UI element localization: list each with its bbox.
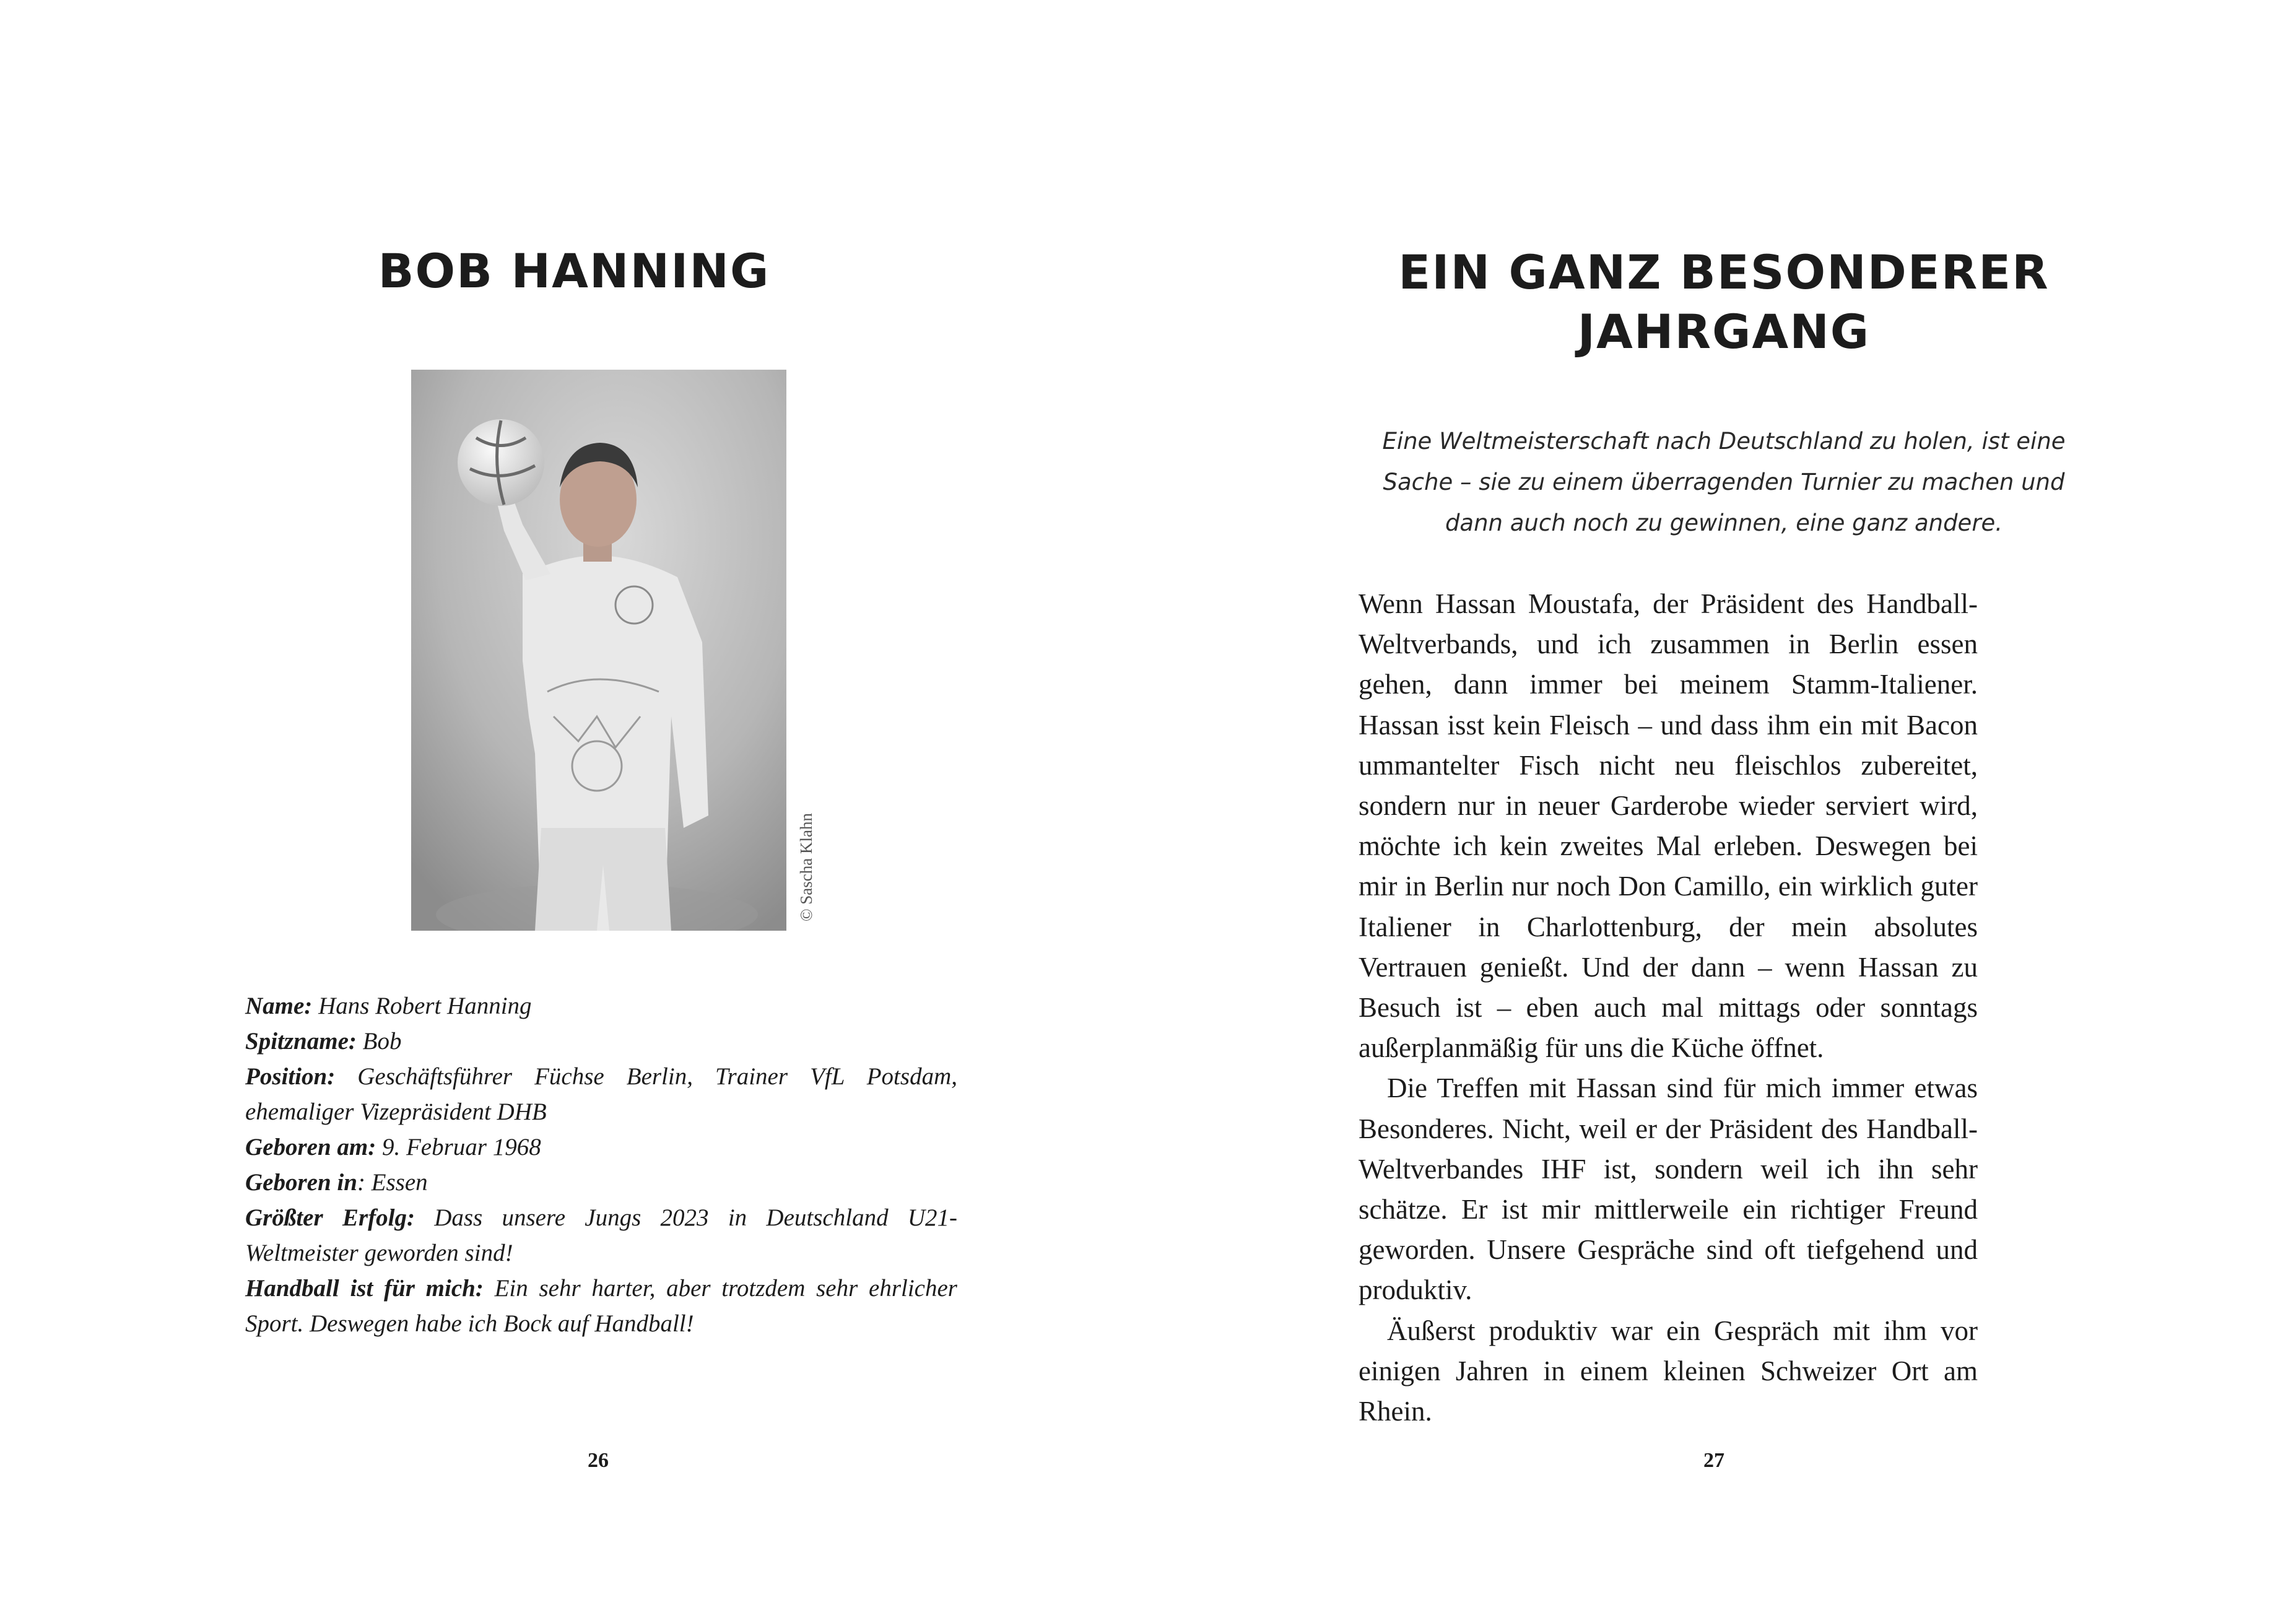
intro-line: Eine Weltmeisterschaft nach Deutschland zu holen, ist eine bbox=[1382, 428, 2066, 455]
profile-row-handball bbox=[245, 1271, 957, 1341]
portrait-illustration bbox=[411, 370, 786, 931]
profile-row-position bbox=[245, 1059, 957, 1129]
body-paragraph: Die Treffen mit Hassan sind für mich immer etwas Besonderes. Nicht, weil er der Präsident des Handball-Weltverbandes IHF ist, sondern weil ich ihn sehr schätze. Er ist mir mittlerweile ein richtiger Freund geworden. Unsere Gespräche sind oft tiefgehend und produktiv. bbox=[1359, 1073, 1978, 1306]
profile-value: Ein sehr harter, aber trotzdem sehr ehrlicher Sport. Deswegen habe ich Bock auf Handball! bbox=[245, 1275, 957, 1337]
chapter-intro bbox=[1377, 421, 2071, 544]
body-paragraph: Wenn Hassan Moustafa, der Präsident des Handball-Weltverbands, und ich zusammen in Berlin essen gehen, dann immer bei meinem Stamm-Italiener. Hassan isst kein Fleisch – und dass ihm ein mit Bacon ummantelter Fisch nicht neu fleischlos zubereitet, sondern nur in neuer Garderobe wieder serviert wird, möchte ich kein zweites Mal erleben. Deswegen bei mir in Berlin nur noch Don Camillo, ein wirklich guter Italiener in Charlottenburg, der mein absolutes Vertrauen genießt. Und der dann – wenn Hassan zu Besuch ist – eben auch mal mittags oder sonntags außerplanmäßig für uns die Küche öffnet. bbox=[1359, 588, 1978, 1064]
chapter-title bbox=[1383, 243, 2064, 362]
left-page-title: BOB HANNING bbox=[378, 243, 770, 298]
profile-label: Name: bbox=[245, 993, 313, 1019]
right-page bbox=[1148, 0, 2296, 1623]
intro-line: Sache – sie zu einem überragenden Turnier zu machen und bbox=[1383, 469, 2065, 495]
profile-value: Hans Robert Hanning bbox=[312, 993, 532, 1019]
chapter-body bbox=[1359, 584, 1978, 1432]
profile-row-name bbox=[245, 988, 957, 1024]
profile-label: Größter Erfolg: bbox=[245, 1204, 415, 1231]
profile-row-biggest-success bbox=[245, 1200, 957, 1271]
profile-label: Geboren am: bbox=[245, 1134, 376, 1160]
profile-row-born-in bbox=[245, 1165, 957, 1200]
profile-value: Geschäftsführer Füchse Berlin, Trainer VfL Potsdam, ehemaliger Vizepräsident DHB bbox=[245, 1063, 957, 1125]
profile-facts bbox=[245, 988, 957, 1341]
intro-line: dann auch noch zu gewinnen, eine ganz andere. bbox=[1445, 510, 2003, 536]
page-number: 26 bbox=[588, 1449, 609, 1472]
profile-label: Spitzname: bbox=[245, 1028, 357, 1055]
portrait-photo bbox=[411, 370, 786, 931]
profile-row-born-on bbox=[245, 1129, 957, 1165]
profile-value: : Essen bbox=[357, 1169, 428, 1196]
profile-label: Position: bbox=[245, 1063, 336, 1090]
profile-value: 9. Februar 1968 bbox=[376, 1134, 541, 1160]
profile-label: Geboren in bbox=[245, 1169, 357, 1196]
profile-value: Dass unsere Jungs 2023 in Deutschland U21-Weltmeister geworden sind! bbox=[245, 1204, 957, 1266]
profile-value: Bob bbox=[356, 1028, 402, 1055]
chapter-title-line: JAHRGANG bbox=[1577, 304, 1871, 359]
profile-label: Handball ist für mich: bbox=[245, 1275, 484, 1302]
page-number: 27 bbox=[1703, 1449, 1724, 1472]
body-paragraph: Äußerst produktiv war ein Gespräch mit ihm vor einigen Jahren in einem kleinen Schweizer Ort am Rhein. bbox=[1359, 1315, 1978, 1427]
profile-row-nickname bbox=[245, 1024, 957, 1059]
photo-credit: © Sascha Klahn bbox=[797, 813, 815, 921]
chapter-title-line: EIN GANZ BESONDERER bbox=[1398, 245, 2050, 300]
